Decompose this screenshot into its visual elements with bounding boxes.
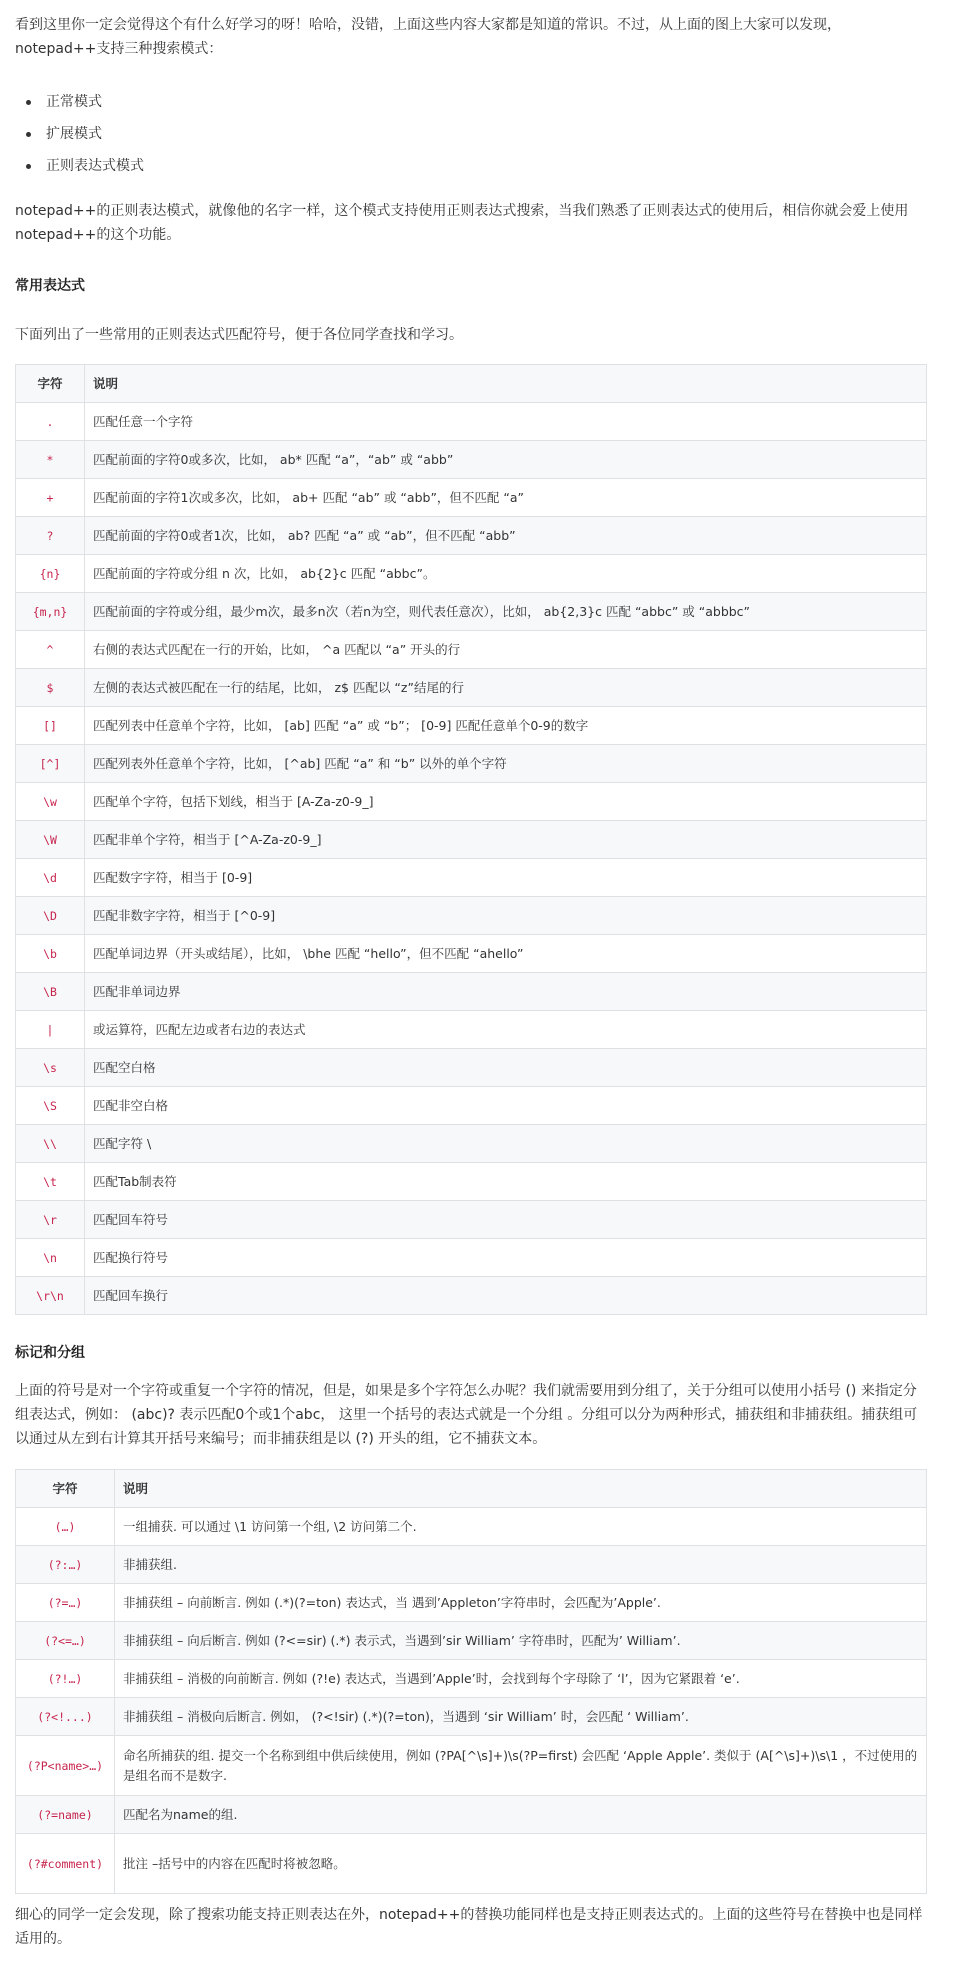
symbol-cell: (?=name) xyxy=(37,1807,93,1822)
symbol-cell: (?=…) xyxy=(47,1595,83,1610)
symbol-cell: \D xyxy=(43,908,57,923)
column-header-symbol: 字符 xyxy=(16,1470,115,1508)
symbol-cell: | xyxy=(46,1022,54,1037)
table-row xyxy=(16,631,927,669)
table-row xyxy=(16,935,927,973)
symbol-cell: \s xyxy=(43,1060,57,1075)
description-cell: 右侧的表达式匹配在一行的开始，比如， ^a 匹配以 “a” 开头的行 xyxy=(85,631,927,669)
table-row xyxy=(16,403,927,441)
table-row xyxy=(16,745,927,783)
description-cell: 匹配非单个字符，相当于 [^A-Za-z0-9_] xyxy=(85,821,927,859)
symbol-cell: {m,n} xyxy=(32,604,68,619)
description-cell: 匹配非数字字符，相当于 [^0-9] xyxy=(85,897,927,935)
description-cell: 匹配前面的字符0或者1次，比如， ab? 匹配 “a” 或 “ab”，但不匹配 “abb” xyxy=(85,517,927,555)
table-row xyxy=(16,479,927,517)
table-row xyxy=(16,517,927,555)
description-cell: 非捕获组 – 消极的向前断言. 例如 (?!e) 表达式，当遇到’Apple’时，会找到每个字母除了 ‘l’，因为它紧跟着 ‘e’. xyxy=(115,1660,927,1698)
column-header-description: 说明 xyxy=(115,1470,927,1508)
symbol-cell: \t xyxy=(43,1174,57,1189)
table-row xyxy=(16,821,927,859)
description-cell: 或运算符，匹配左边或者右边的表达式 xyxy=(85,1011,927,1049)
description-cell: 匹配任意一个字符 xyxy=(85,403,927,441)
symbol-cell: \w xyxy=(43,794,57,809)
description-cell: 命名所捕获的组. 提交一个名称到组中供后续使用，例如 (?PA[^\s]+)\s(?P=first) 会匹配 ‘Apple Apple’. 类似于 (A[^\s]+)\s\1 ，不过使用的是组名而不是数字. xyxy=(115,1736,927,1796)
table-row xyxy=(16,783,927,821)
group-regex-table xyxy=(15,1469,927,1894)
symbol-cell: \B xyxy=(43,984,57,999)
symbol-cell: (?#comment) xyxy=(26,1856,104,1871)
table-row xyxy=(16,1125,927,1163)
table-row xyxy=(16,1508,927,1546)
table-row xyxy=(16,1698,927,1736)
list-item: 扩展模式 xyxy=(15,118,927,150)
group-description: 上面的符号是对一个字符或重复一个字符的情况，但是，如果是多个字符怎么办呢？我们就需要用到分组了，关于分组可以使用小括号 () 来指定分组表达式，例如： (abc)? 表示匹配0个或1个abc， 这里一个括号的表达式就是一个分组 。分组可以分为两种形式，捕获组和非捕获组。捕获组可以通过从左到右计算其开括号来编号；而非捕获组是以 (?) 开头的组，它不捕获文本。 xyxy=(15,1383,918,1447)
table-row xyxy=(16,897,927,935)
symbol-cell: (?:…) xyxy=(47,1557,83,1572)
symbol-cell: (…) xyxy=(54,1519,76,1534)
symbol-cell: ? xyxy=(46,528,54,543)
table-row xyxy=(16,1239,927,1277)
symbol-cell: \\ xyxy=(43,1136,57,1151)
description-cell: 匹配换行符号 xyxy=(85,1239,927,1277)
symbol-cell: + xyxy=(46,490,54,505)
description-cell: 匹配回车换行 xyxy=(85,1277,927,1315)
table-row xyxy=(16,1087,927,1125)
description-cell: 左侧的表达式被匹配在一行的结尾，比如， z$ 匹配以 “z”结尾的行 xyxy=(85,669,927,707)
table-row xyxy=(16,707,927,745)
table-row xyxy=(16,669,927,707)
symbol-cell: . xyxy=(46,414,54,429)
description-cell: 匹配名为name的组. xyxy=(115,1796,927,1834)
table-row xyxy=(16,441,927,479)
description-cell: 匹配单个字符，包括下划线，相当于 [A-Za-z0-9_] xyxy=(85,783,927,821)
table-row xyxy=(16,555,927,593)
table-row xyxy=(16,593,927,631)
symbol-cell: (?P<name>…) xyxy=(26,1758,104,1773)
symbol-cell: \r\n xyxy=(36,1288,64,1303)
description-cell: 匹配Tab制表符 xyxy=(85,1163,927,1201)
description-cell: 匹配前面的字符或分组 n 次，比如， ab{2}c 匹配 “abbc”。 xyxy=(85,555,927,593)
symbol-cell: ^ xyxy=(46,642,54,657)
table-row xyxy=(16,1277,927,1315)
description-cell: 匹配列表中任意单个字符，比如， [ab] 匹配 “a” 或 “b”； [0-9] 匹配任意单个0-9的数字 xyxy=(85,707,927,745)
common-description: 下面列出了一些常用的正则表达式匹配符号，便于各位同学查找和学习。 xyxy=(15,327,463,343)
list-item: 正常模式 xyxy=(15,86,927,118)
symbol-cell: * xyxy=(46,452,54,467)
description-cell: 匹配单词边界（开头或结尾），比如， \bhe 匹配 “hello”，但不匹配 “ahello” xyxy=(85,935,927,973)
table-row xyxy=(16,1834,927,1894)
symbol-cell: \n xyxy=(43,1250,57,1265)
description-cell: 批注 –括号中的内容在匹配时将被忽略。 xyxy=(115,1834,927,1894)
table-row xyxy=(16,1546,927,1584)
symbol-cell: (?<=…) xyxy=(44,1633,86,1648)
description-cell: 非捕获组 – 消极向后断言. 例如， (?<!sir) (.*)(?=ton)，当遇到 ‘sir William’ 时，会匹配 ‘ William’. xyxy=(115,1698,927,1736)
description-cell: 匹配前面的字符1次或多次，比如， ab+ 匹配 “ab” 或 “abb”，但不匹配 “a” xyxy=(85,479,927,517)
description-cell: 非捕获组 – 向前断言. 例如 (.*)(?=ton) 表达式，当 遇到’Appleton’字符串时，会匹配为’Apple’. xyxy=(115,1584,927,1622)
description-cell: 非捕获组 – 向后断言. 例如 (?<=sir) (.*) 表示式，当遇到’sir William’ 字符串时，匹配为’ William’. xyxy=(115,1622,927,1660)
search-mode-list xyxy=(15,86,927,182)
symbol-cell: \d xyxy=(43,870,57,885)
description-cell: 非捕获组. xyxy=(115,1546,927,1584)
outro-paragraph: 细心的同学一定会发现，除了搜索功能支持正则表达在外，notepad++的替换功能同样也是支持正则表达式的。上面的这些符号在替换中也是同样适用的。 xyxy=(15,1907,923,1947)
description-cell: 一组捕获. 可以通过 \1 访问第一个组, \2 访问第二个. xyxy=(115,1508,927,1546)
description-cell: 匹配字符 \ xyxy=(85,1125,927,1163)
description-cell: 匹配列表外任意单个字符，比如， [^ab] 匹配 “a” 和 “b” 以外的单个字符 xyxy=(85,745,927,783)
column-header-description: 说明 xyxy=(85,365,927,403)
symbol-cell: [] xyxy=(43,718,57,733)
symbol-cell: {n} xyxy=(39,566,61,581)
description-cell: 匹配数字字符，相当于 [0-9] xyxy=(85,859,927,897)
table-row xyxy=(16,1736,927,1796)
description-cell: 匹配空白格 xyxy=(85,1049,927,1087)
table-row xyxy=(16,1796,927,1834)
symbol-cell: (?<!...) xyxy=(37,1709,93,1724)
regex-mode-paragraph: notepad++的正则表达模式，就像他的名字一样，这个模式支持使用正则表达式搜索，当我们熟悉了正则表达式的使用后，相信你就会爱上使用notepad++的这个功能。 xyxy=(15,203,909,243)
common-heading: 常用表达式 xyxy=(15,278,85,294)
symbol-cell: \S xyxy=(43,1098,57,1113)
common-regex-table xyxy=(15,364,927,1315)
symbol-cell: \b xyxy=(43,946,57,961)
description-cell: 匹配非空白格 xyxy=(85,1087,927,1125)
description-cell: 匹配前面的字符0或多次，比如， ab* 匹配 “a”，“ab” 或 “abb” xyxy=(85,441,927,479)
table-row xyxy=(16,1660,927,1698)
table-row xyxy=(16,1201,927,1239)
symbol-cell: [^] xyxy=(39,756,61,771)
description-cell: 匹配非单词边界 xyxy=(85,973,927,1011)
table-row xyxy=(16,859,927,897)
description-cell: 匹配前面的字符或分组，最少m次，最多n次（若n为空，则代表任意次），比如， ab{2,3}c 匹配 “abbc” 或 “abbbc” xyxy=(85,593,927,631)
intro-paragraph: 看到这里你一定会觉得这个有什么好学习的呀！哈哈，没错，上面这些内容大家都是知道的常识。不过，从上面的图上大家可以发现，notepad++支持三种搜索模式： xyxy=(15,17,841,57)
table-row xyxy=(16,1163,927,1201)
table-row xyxy=(16,1011,927,1049)
list-item: 正则表达式模式 xyxy=(15,150,927,182)
symbol-cell: \r xyxy=(43,1212,57,1227)
table-row xyxy=(16,973,927,1011)
description-cell: 匹配回车符号 xyxy=(85,1201,927,1239)
table-row xyxy=(16,1622,927,1660)
table-row xyxy=(16,1049,927,1087)
symbol-cell: $ xyxy=(46,680,54,695)
group-heading: 标记和分组 xyxy=(15,1345,85,1361)
symbol-cell: \W xyxy=(43,832,57,847)
table-row xyxy=(16,1584,927,1622)
symbol-cell: (?!…) xyxy=(47,1671,83,1686)
column-header-symbol: 字符 xyxy=(16,365,85,403)
